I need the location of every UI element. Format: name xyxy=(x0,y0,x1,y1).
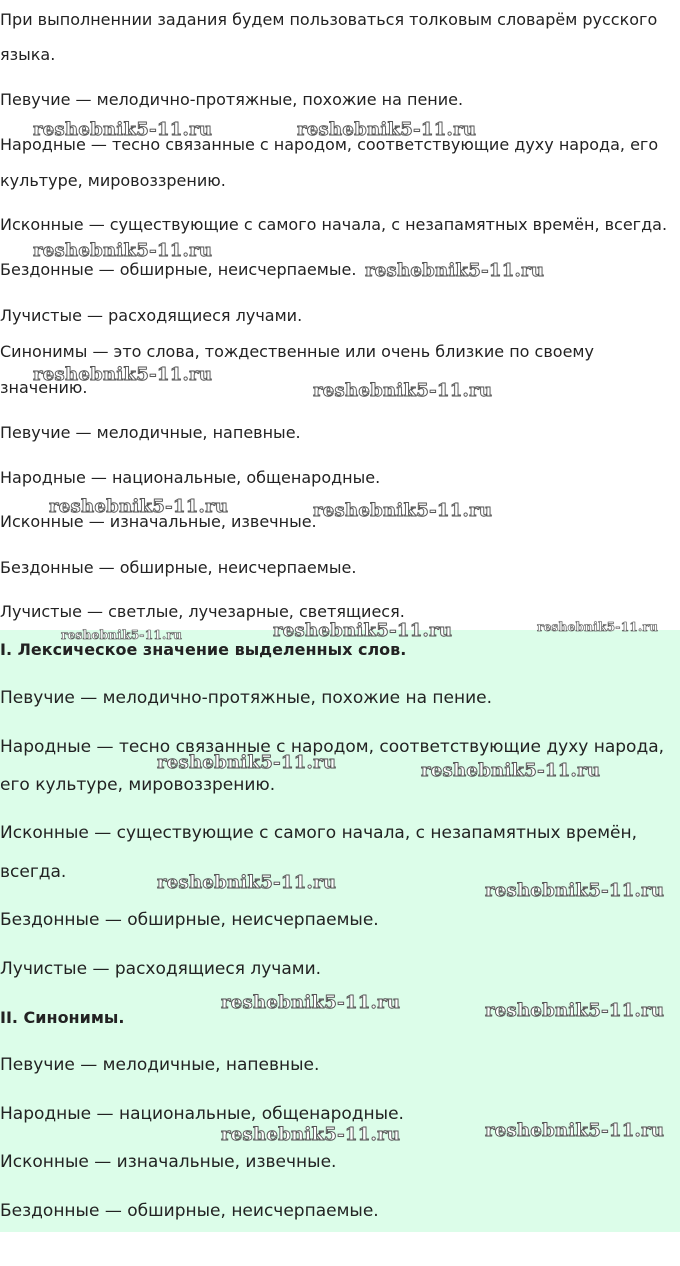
watermark: reshebnik5-11.ru xyxy=(537,620,659,634)
answer-line: Народные — тесно связанные с народом, соответствующие духу народа, xyxy=(0,737,665,757)
watermark: reshebnik5-11.ru xyxy=(485,1000,665,1021)
answer-line: Народные — национальные, общенародные. xyxy=(0,1104,404,1124)
answer-line-cont: его культуре, мировоззрению. xyxy=(0,775,276,795)
watermark: reshebnik5-11.ru xyxy=(33,364,213,385)
definition-line: Народные — тесно связанные с народом, соответствующие духу народа, его xyxy=(0,135,659,154)
definition-line: Бездонные — обширные, неисчерпаемые. xyxy=(0,260,357,279)
watermark: reshebnik5-11.ru xyxy=(485,1120,665,1141)
synonym-definition-cont: значению. xyxy=(0,378,88,397)
watermark: reshebnik5-11.ru xyxy=(49,496,229,517)
answer-line: Исконные — изначальные, извечные. xyxy=(0,1152,337,1172)
synonym-line: Певучие — мелодичные, напевные. xyxy=(0,423,301,442)
answer-line: Бездонные — обширные, неисчерпаемые. xyxy=(0,1201,379,1221)
watermark: reshebnik5-11.ru xyxy=(421,760,601,781)
answer-line-cont: всегда. xyxy=(0,862,67,882)
synonym-line: Лучистые — светлые, лучезарные, светящиеся. xyxy=(0,602,405,621)
answer-line: Певучие — мелодично-протяжные, похожие на пение. xyxy=(0,688,493,708)
section-heading-1: I. Лексическое значение выделенных слов. xyxy=(0,640,407,659)
synonym-definition: Синонимы — это слова, тождественные или очень близкие по своему xyxy=(0,342,594,361)
definition-line: Лучистые — расходящиеся лучами. xyxy=(0,306,303,325)
definition-line: Исконные — существующие с самого начала, с незапамятных времён, всегда. xyxy=(0,215,668,234)
watermark: reshebnik5-11.ru xyxy=(33,119,213,140)
answer-line: Бездонные — обширные, неисчерпаемые. xyxy=(0,910,379,930)
watermark: reshebnik5-11.ru xyxy=(485,880,665,901)
synonym-line: Народные — национальные, общенародные. xyxy=(0,468,381,487)
watermark: reshebnik5-11.ru xyxy=(313,500,493,521)
definition-line-cont: культуре, мировоззрению. xyxy=(0,171,226,190)
watermark: reshebnik5-11.ru xyxy=(157,752,337,773)
synonym-line: Бездонные — обширные, неисчерпаемые. xyxy=(0,558,357,577)
watermark: reshebnik5-11.ru xyxy=(33,240,213,261)
watermark: reshebnik5-11.ru xyxy=(221,992,401,1013)
watermark: reshebnik5-11.ru xyxy=(365,260,545,281)
watermark: reshebnik5-11.ru xyxy=(157,872,337,893)
watermark: reshebnik5-11.ru xyxy=(313,380,493,401)
answer-line: Лучистые — расходящиеся лучами. xyxy=(0,959,322,979)
watermark: reshebnik5-11.ru xyxy=(221,1124,401,1145)
section-heading-2: II. Синонимы. xyxy=(0,1008,125,1027)
synonym-line: Исконные — изначальные, извечные. xyxy=(0,512,317,531)
answer-line: Певучие — мелодичные, напевные. xyxy=(0,1055,320,1075)
watermark: reshebnik5-11.ru xyxy=(297,119,477,140)
intro-text-cont: языка. xyxy=(0,45,56,64)
intro-text: При выполненнии задания будем пользоваться толковым словарём русского xyxy=(0,10,658,29)
answer-line: Исконные — существующие с самого начала, с незапамятных времён, xyxy=(0,823,637,843)
watermark: reshebnik5-11.ru xyxy=(273,620,453,641)
definition-line: Певучие — мелодично-протяжные, похожие на пение. xyxy=(0,90,464,109)
watermark: reshebnik5-11.ru xyxy=(61,628,183,642)
